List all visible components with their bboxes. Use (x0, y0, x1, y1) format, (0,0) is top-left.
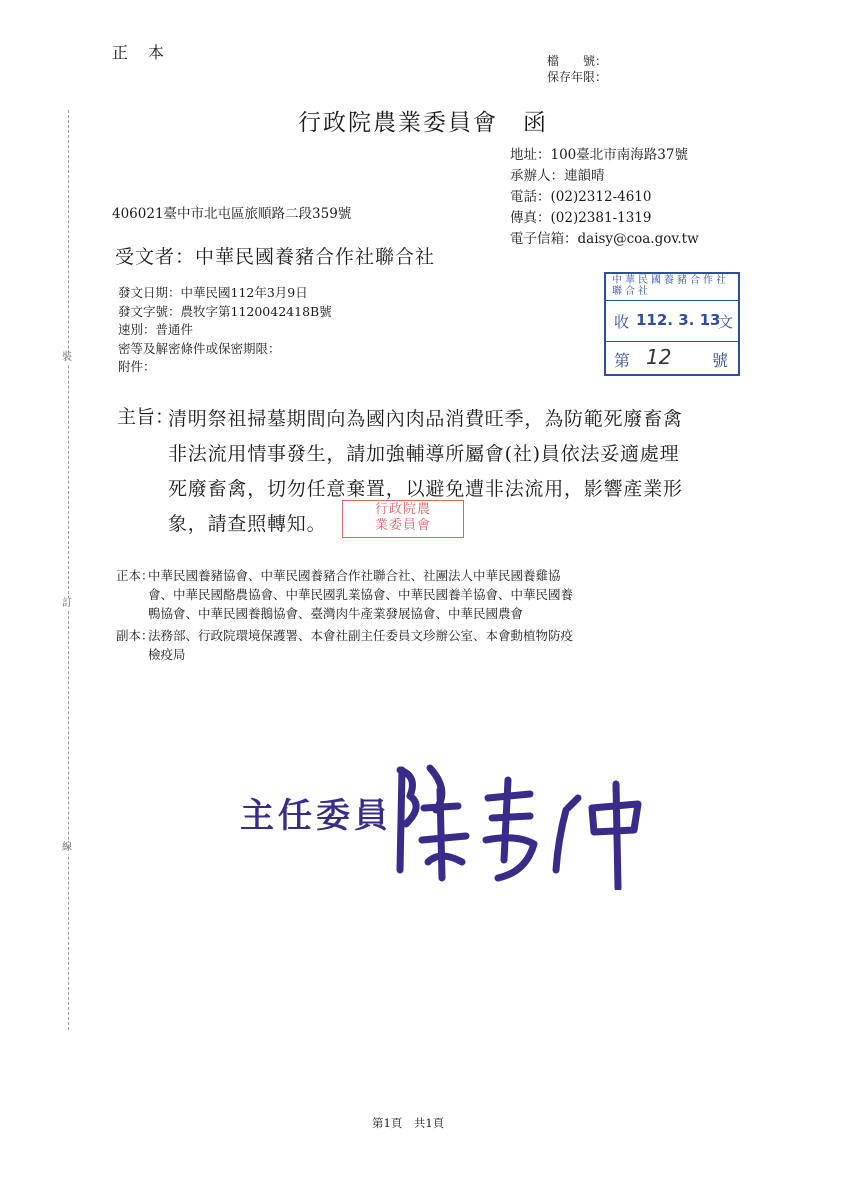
received-stamp-date-row (606, 301, 738, 342)
contact-email: 電子信箱：daisy@coa.gov.tw (510, 231, 699, 247)
cc-copy-body (148, 626, 573, 664)
subject-line: 死廢畜禽，切勿任意棄置，以避免遭非法流用，影響產業形 (168, 478, 683, 500)
document-title: 行政院農業委員會 函 (298, 110, 548, 136)
subject-label: 主旨： (117, 406, 175, 428)
received-stamp-recv-label: 收 (614, 313, 630, 331)
binding-line (68, 110, 69, 1030)
subject-line: 象，請查照轉知。 (168, 513, 327, 535)
page-footer: 第1頁 共1頁 (372, 1116, 445, 1130)
cc-main-line: 中華民國養豬協會、中華民國養豬合作社聯合社、社團法人中華民國養雞協 (148, 568, 561, 583)
contact-phone: 電話：(02)2312-4610 (510, 189, 652, 205)
copy-mark: 正 本 (112, 43, 167, 62)
attachment: 附件： (118, 359, 156, 374)
contact-fax: 傳真：(02)2381-1319 (510, 210, 652, 226)
cc-copy-label: 副本： (116, 628, 154, 643)
received-stamp-number: 12 (646, 345, 672, 369)
binding-mark-2: 訂 (62, 598, 72, 609)
subject-line: 非法流用情事發生，請加強輔導所屬會(社)員依法妥適處理 (168, 443, 680, 465)
speed-class: 速別：普通件 (118, 322, 194, 337)
received-stamp (604, 272, 740, 376)
recipient: 受文者：中華民國養豬合作社聯合社 (115, 246, 436, 268)
contact-address: 地址：100臺北市南海路37號 (510, 147, 688, 163)
cc-main-label: 正本： (116, 568, 154, 583)
cc-main-line: 會、中華民國酪農協會、中華民國乳業協會、中華民國養羊協會、中華民國養 (148, 587, 574, 602)
file-number-label: 檔 號： (547, 54, 608, 68)
contact-block (510, 145, 699, 250)
cc-copy-line: 法務部、行政院環境保護署、本會社副主任委員文珍辦公室、本會動植物防疫 (148, 628, 574, 643)
received-stamp-no-suffix: 號 (712, 351, 729, 370)
handwritten-signature (380, 750, 660, 890)
retention-label: 保存年限： (547, 70, 608, 84)
secrecy-level: 密等及解密條件或保密期限： (118, 340, 281, 356)
cc-main-line: 鴨協會、中華民國養鵝協會、臺灣肉牛產業發展協會、中華民國農會 (148, 606, 524, 621)
recipient-address: 406021臺中市北屯區旅順路二段359號 (112, 206, 352, 222)
signature-title: 主任委員 (240, 796, 392, 836)
cc-main-body (148, 566, 573, 623)
official-seal (342, 500, 464, 538)
received-stamp-date: 112. 3. 13 (636, 311, 721, 329)
received-stamp-text-label: 文 (718, 313, 734, 331)
document-number: 發文字號：農牧字第1120042418B號 (118, 303, 332, 319)
issue-date: 發文日期：中華民國112年3月9日 (118, 285, 308, 300)
subject-line: 清明祭祖掃墓期間向為國內肉品消費旺季，為防範死廢畜禽 (168, 408, 683, 430)
received-stamp-org: 中華民國養豬合作社聯合社 (612, 275, 729, 297)
received-stamp-no-prefix: 第 (614, 351, 631, 370)
official-seal-text: 行政院農業委員會 (374, 502, 431, 533)
contact-handler: 承辦人：連韻晴 (510, 168, 605, 184)
cc-copy-line: 檢疫局 (148, 647, 186, 662)
meta-block (118, 284, 332, 377)
binding-mark-1: 裝 (62, 352, 72, 363)
received-stamp-org-row (606, 274, 738, 301)
binding-mark-3: 線 (62, 842, 72, 853)
